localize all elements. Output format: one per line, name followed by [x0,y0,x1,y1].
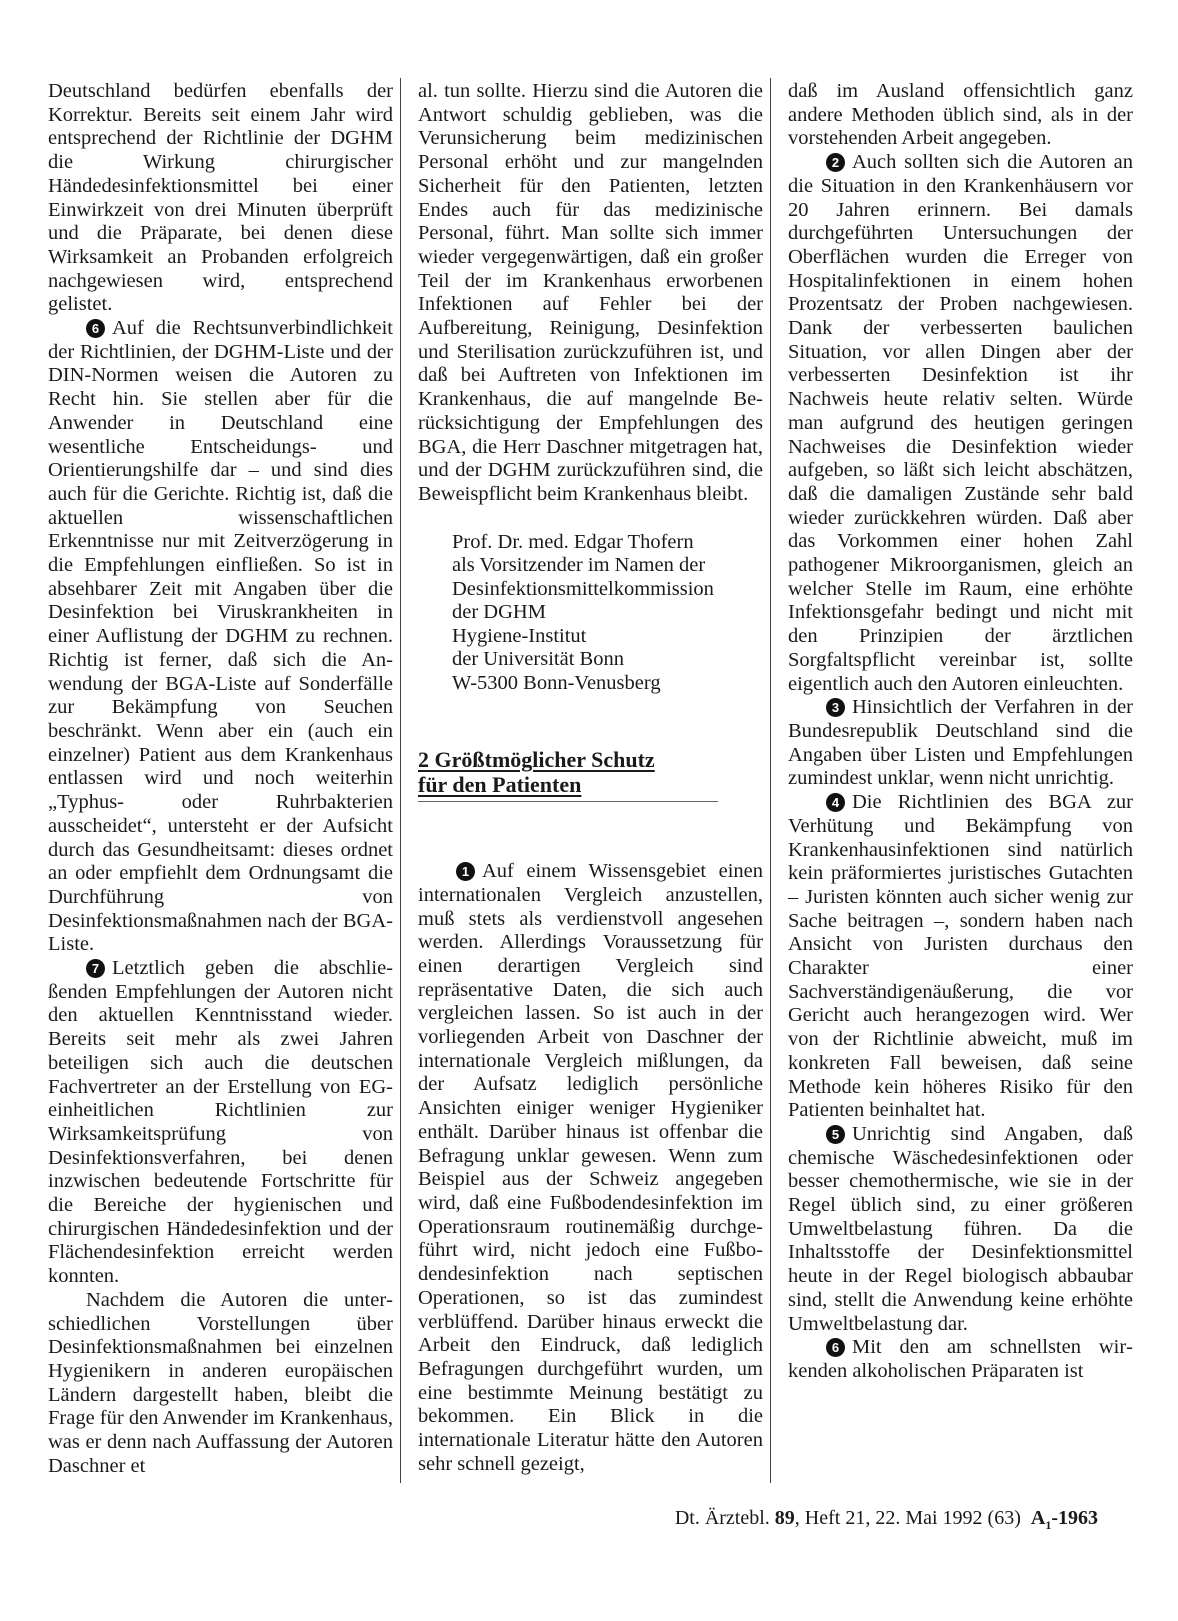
issue-info: , Heft 21, 22. Mai 1992 (63) [794,1507,1021,1529]
item-number-badge: 4 [826,793,845,812]
text-column-3 [788,80,1133,1384]
signature-line: der Universität Bonn [452,648,624,671]
signature-line: Hygiene-Institut [452,624,587,647]
numbered-paragraph [788,151,1133,696]
numbered-paragraph [48,317,393,957]
paragraph: Deutschland bedürfen ebenfalls der Korrektur. Bereits seit einem Jahr wird entsprechend der Richtlinie der DGHM die Wirkung chirurgischer Händedesinfektionsmittel bei einer Einwirkzeit von drei Minuten überprüft und die Präparate, bei denen diese Wirksamkeit an Probanden erfolgreich nachgewiesen wird, entsprechend gelistet. [48,80,393,316]
page-reference [1030,1507,1098,1532]
paragraph-text: Auf die Rechtsunverbindlichkeit der Richtlinien, der DGHM-Liste und der DIN-Normen weisen die Autoren zu Recht hin. Sie stellen aber für die Anwender in Deutschland eine wesentliche Entscheidungs- und Orientierungshilfe dar – und sind dies auch für die Gerichte. Richtig ist, daß die aktuellen wissenschaftlichen Erkenntnisse nur mit Zeitverzögerung in die Empfehlungen einfließen. So ist in absehbarer Zeit mit Angaben über die Desinfektion bei Viruskrankheiten in einer Auflistung der DGHM zu rechnen. Richtig ist ferner, daß sich die Anwendung der BGA-Liste auf Sonderfälle zur Bekämpfung von Seuchen beschränkt. Wenn aber ein (auch ein einzelner) Patient aus dem Krankenhaus entlassen wird und noch weiterhin „Typhus- oder Ruhrbakterien ausscheidet“, untersteht er der Aufsicht durch das Gesundheitsamt: dieses ordnet an oder empfiehlt dem Ordnungsamt die Durchführung von Desinfektionsmaßnahmen nach der BGA-Liste. [48,317,393,956]
section-heading [418,747,763,802]
signature-line: der DGHM [452,601,546,624]
paragraph-text: Hinsichtlich der Verfahren in der Bundesrepublik Deutschland sind die Angaben über Listen und Empfehlungen zumindest unklar, wenn nicht unrichtig. [788,696,1133,790]
paragraph: Nachdem die Autoren die unterschiedlichen Vorstellungen über Desinfektionsmaßnahmen bei einzelnen Hygienikern in anderen europäischen Ländern dargestellt haben, bleibt die Frage für den Anwender im Krankenhaus, was er denn nach Auffassung der Autoren Daschner et [48,1288,393,1477]
signature-line: als Vorsitzender im Namen der [452,554,706,577]
numbered-paragraph [788,1123,1133,1336]
numbered-paragraph [48,957,393,1289]
signature-line: Desinfektionsmittelkommission [452,577,714,600]
item-number-badge: 3 [826,698,845,717]
column-divider [770,78,771,1483]
paragraph-text: Die Richtlinien des BGA zur Verhütung und Bekämpfung von Krankenhausinfektionen sind natürlich kein präformiertes juristisches Gutachten – Juristen könnten auch sicher wenig zur Sache beitragen –, sondern haben nach Ansicht von Juristen durchaus den Charakter einer Sachverständigenäußerung, die vor Gericht auch herangezogen wird. Wer von der Richtlinie abweicht, muß im konkreten Fall beweisen, daß seine Methode kein höheres Risiko für den Patienten beinhaltet hat. [788,791,1133,1122]
paragraph-text: Auch sollten sich die Autoren an die Situation in den Krankenhäusern vor 20 Jahren erinnern. Bei damals durchgeführten Untersuchungen der Oberflächen wurden die Erreger von Hospitalinfektionen in einem hohen Prozentsatz der Proben nachgewiesen. Dank der verbesserten baulichen Situation, vor allen Dingen aber der verbesserten Desinfektion ist ihr Nachweis heute relativ selten. Würde man aufgrund des heutigen geringen Nachweises die Desinfektion wieder aufgeben, so läßt sich leicht abschätzen, daß die damaligen Zustände sehr bald wieder zurückkehren würden. Daß aber das Vorkommen einer hohen Zahl pathogener Mikroorganismen, gleich an welcher Stelle im Raum, eine erhöhte Infektionsgefahr bedingt und nicht mit den Prinzipien der ärztlichen Sorgfaltspflicht vereinbar ist, sollte eigentlich auch den Autoren einleuchten. [788,151,1133,695]
item-number-badge: 1 [456,862,475,881]
section-title-line: für den Patienten [418,772,582,798]
journal-name: Dt. Ärztebl. [674,1507,770,1529]
signature-line: Prof. Dr. med. Edgar Thofern [452,530,694,553]
paragraph: daß im Ausland offensichtlich ganz andere Methoden üblich sind, als in der vorstehenden Arbeit angegeben. [788,80,1133,150]
heading-rule [418,801,718,802]
item-number-badge: 7 [86,959,105,978]
numbered-paragraph [418,860,763,1476]
signature-line: W-5300 Bonn-Venusberg [452,671,661,694]
paragraph: al. tun sollte. Hierzu sind die Autoren die Antwort schuldig geblieben, was die Verunsicherung beim medizinischen Personal erhöht und zur mangelnden Sicherheit für den Patienten, letzten Endes auch für das medizinische Personal, führt. Man sollte sich immer wieder vergegenwärtigen, daß ein großer Teil der im Krankenhaus erworbenen Infektionen auf Fehler bei der Aufbereitung, Reinigung, Desinfektion und Sterilisation zurückzuführen ist, und daß bei Auftreten von Infektionen im Krankenhaus, die auf mangelnde Berücksichtigung der Empfehlungen des BGA, die Herr Daschner mitgetragen hat, und der DGHM zurückzuführen sind, die Beweispflicht beim Krankenhaus bleibt. [418,80,763,505]
item-number-badge: 6 [86,319,105,338]
text-column-1 [48,80,393,1478]
paragraph-text: Auf einem Wissensgebiet einen internationalen Vergleich anzustellen, muß stets als verdienstvoll angesehen werden. Allerdings Voraussetzung für einen derartigen Vergleich sind repräsentative Daten, die sich auch vergleichen lassen. So ist auch in der vorliegenden Arbeit von Daschner der internationale Vergleich mißlungen, da der Aufsatz lediglich persönliche Ansichten einiger weniger Hygieniker enthält. Darüber hinaus ist offenbar die Befragung unklar gewesen. Wenn zum Beispiel aus der Schweiz angegeben wird, daß eine Fußbodendesinfektion im Operationsraum routinemäßig durchgeführt wird, nicht jedoch eine Fußbodendesinfektion nach septischen Operationen, so ist das zumindest verblüffend. Darüber hinaus erweckt die Arbeit den Eindruck, daß lediglich Befragungen durchgeführt wurden, um eine bestimmte Meinung bestätigt zu bekommen. Ein Blick in die internationale Literatur hätte den Autoren sehr schnell gezeigt, [418,860,763,1475]
page-number: -1963 [1051,1507,1098,1529]
section-title-line: 2 Größtmöglicher Schutz [418,747,655,773]
page-footer [675,1506,1098,1537]
column-divider [400,78,401,1483]
page-subscript: 1 [1045,1518,1052,1532]
paragraph-text: Mit den am schnellsten wirkenden alkoholischen Präparaten ist [788,1336,1133,1382]
author-signature [452,531,763,696]
journal-volume: 89 [774,1507,795,1529]
numbered-paragraph [788,696,1133,791]
item-number-badge: 6 [826,1338,845,1357]
text-column-2 [418,80,763,1476]
page-prefix: A [1030,1507,1046,1529]
paragraph-text: Unrichtig sind Angaben, daß chemische Wäschedesinfektionen oder besser chemothermische, wie sie in der Regel üblich sind, zu einer größeren Umweltbelastung führen. Da die Inhaltsstoffe der Desinfektionsmittel heute in der Regel biologisch abbaubar sind, stellt die Anwendung keine erhöhte Umweltbelastung dar. [788,1122,1133,1335]
numbered-paragraph [788,1336,1133,1383]
paragraph-text: Letztlich geben die abschließenden Empfehlungen der Autoren nicht den aktuellen Kenntnisstand wieder. Bereits seit mehr als zwei Jahren beteiligen sich auch die deutschen Fachvertreter an der Erstellung von EG-einheitlichen Richtlinien zur Wirksamkeitsprüfung von Desinfektionsverfahren, bei denen inzwischen bedeutende Fortschritte für die Bereiche der hygienischen und chirurgischen Händedesinfektion und der Flächendesinfektion erreicht werden konnten. [48,957,393,1288]
item-number-badge: 5 [826,1125,845,1144]
item-number-badge: 2 [826,153,845,172]
numbered-paragraph [788,791,1133,1123]
